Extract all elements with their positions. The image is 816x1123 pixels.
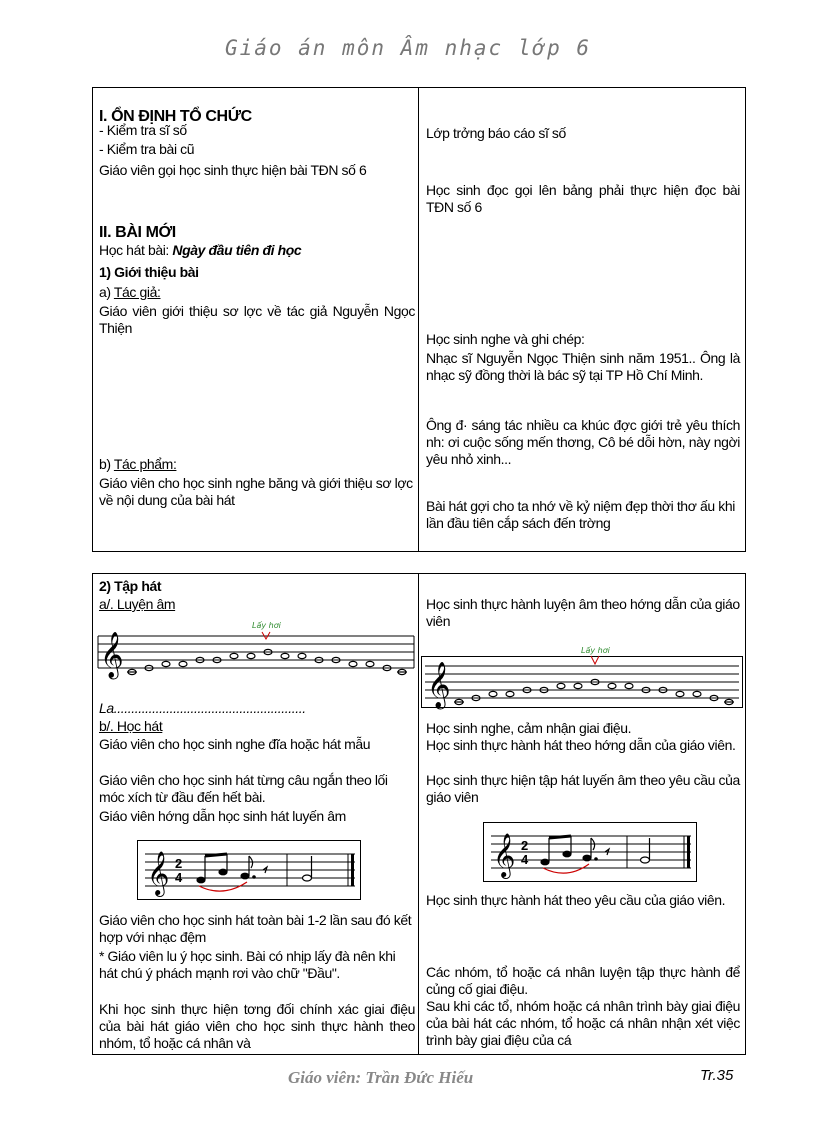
teacher-step-2: Giáo viên cho học sinh hát từng câu ngắn theo lối móc xích từ đầu đến hết bài. xyxy=(99,772,388,805)
warmup-notes xyxy=(127,649,407,674)
section-2-title: II. BÀI MỚI xyxy=(99,224,176,241)
song-prefix: Học hát bài: xyxy=(99,242,173,258)
work-label: Tác phẩm: xyxy=(113,456,177,472)
bio-text: Nhạc sĩ Nguyễn Ngọc Thiện sinh năm 1951.. Ông là nhạc sỹ đồng thời là bác sỹ tại TP Hồ Chí Minh. xyxy=(426,350,740,383)
breath-mark-label: Lấy hơi xyxy=(252,621,281,630)
song-meaning-text: Bài hát gợi cho ta nhớ về kỷ niệm đẹp thời thơ ấu khi lần đầu tiên cắp sách đến trờng xyxy=(426,498,735,531)
footer-page-number: Tr.35 xyxy=(700,1067,734,1084)
legato-staff-left xyxy=(137,840,361,900)
section-1-title: I. ỔN ĐỊNH TỔ CHỨC xyxy=(99,108,252,125)
treble-clef-icon: 𝄞 xyxy=(493,833,516,877)
works-text: Ông đ· sáng tác nhiều ca khúc đợc giới trẻ yêu thích nh: ơi cuộc sống mến thơng, Cô bé dỗi hờn, này ngời yêu nhỏ xinh... xyxy=(426,417,740,467)
author-prefix: a) xyxy=(99,284,114,300)
warmup-label: a/. Luyện âm xyxy=(99,596,176,612)
author-text: Giáo viên giới thiệu sơ lợc về tác giả Nguyễn Ngọc Thiện xyxy=(99,303,415,336)
intro-title: 1) Giới thiệu bài xyxy=(99,264,199,280)
time-signature-bottom: 4 xyxy=(175,870,183,885)
lesson-table-2 xyxy=(92,573,746,1055)
author-heading xyxy=(99,284,415,301)
author-label: Tác giả: xyxy=(113,284,161,300)
student-step-7: Sau khi các tổ, nhóm hoặc cá nhân trình bày giai điệu của bài hát các nhóm, tổ hoặc cá nhân nhận xét việc trình bày giai điệu của cá xyxy=(426,998,740,1048)
la-line: La....................................................... xyxy=(99,700,306,716)
teacher-column xyxy=(93,88,419,551)
report-text: Lớp trởng báo cáo sĩ số xyxy=(426,125,566,141)
breath-mark-label: Lấy hơi xyxy=(581,646,610,655)
treble-clef-icon: 𝄞 xyxy=(147,851,170,895)
work-prefix: b) xyxy=(99,456,114,472)
teacher-step-4: Giáo viên cho học sinh hát toàn bài 1-2 lần sau đó kết hợp với nhạc đệm xyxy=(99,912,412,945)
footer-teacher-name: Giáo viên: Trần Đức Hiếu xyxy=(288,1068,474,1087)
teacher-step-1: Giáo viên cho học sinh nghe đĩa hoặc hát mẫu xyxy=(99,736,371,752)
student-step-3: Học sinh thực hành hát theo hớng dẫn của giáo viên. xyxy=(426,737,736,753)
song-line xyxy=(99,242,415,259)
warmup-staff-left xyxy=(96,618,416,684)
time-signature-top: 2 xyxy=(175,856,183,871)
time-signature-top: 2 xyxy=(521,838,529,853)
learn-label: b/. Học hát xyxy=(99,718,163,734)
work-text: Giáo viên cho học sinh nghe băng và giới thiệu sơ lợc về nội dung của bài hát xyxy=(99,475,413,508)
student-step-6: Các nhóm, tổ hoặc cá nhân luyện tập thực hành để củng cố giai điệu. xyxy=(426,964,740,997)
listen-text: Học sinh nghe và ghi chép: xyxy=(426,331,585,347)
teacher-step-5: Khi học sinh thực hiện tơng đối chính xác giai điệu của bài hát giáo viên cho học sinh thực hành theo nhóm, tổ hoặc cá nhân và xyxy=(99,1001,415,1051)
teacher-column xyxy=(93,574,419,1054)
check-attendance: - Kiểm tra sĩ số xyxy=(99,122,187,138)
work-heading xyxy=(99,456,415,473)
practice-title: 2) Tập hát xyxy=(99,578,162,594)
review-text: Giáo viên gọi học sinh thực hiện bài TĐN số 6 xyxy=(99,162,367,178)
lesson-table-1 xyxy=(92,87,746,552)
student-step-1: Học sinh thực hành luyện âm theo hớng dẫn của giáo viên xyxy=(426,596,740,629)
treble-clef-icon: 𝄞 xyxy=(427,662,451,708)
check-homework: - Kiểm tra bài cũ xyxy=(99,141,195,157)
student-step-4: Học sinh thực hiện tập hát luyến âm theo yêu cầu của giáo viên xyxy=(426,772,740,805)
song-name: Ngày đầu tiên đi học xyxy=(172,242,302,258)
treble-clef-icon: 𝄞 xyxy=(100,632,124,678)
student-column xyxy=(419,574,745,1054)
perform-text: Học sinh đọc gọi lên bảng phải thực hiện đọc bài TĐN số 6 xyxy=(426,182,740,215)
student-step-5: Học sinh thực hành hát theo yêu cầu của giáo viên. xyxy=(426,892,726,908)
student-step-2: Học sinh nghe, cảm nhận giai điệu. xyxy=(426,720,632,736)
teacher-note: * Giáo viên lu ý học sinh. Bài có nhịp lấy đà nên khi hát chú ý phách mạnh rơi vào chữ "Đầu". xyxy=(99,948,396,981)
teacher-step-3: Giáo viên hớng dẫn học sinh hát luyến âm xyxy=(99,808,346,824)
page-header-title: Giáo án môn Âm nhạc lớp 6 xyxy=(224,36,592,60)
student-column xyxy=(419,88,745,551)
legato-staff-right xyxy=(483,822,697,882)
warmup-staff-right xyxy=(421,644,743,710)
time-signature-bottom: 4 xyxy=(521,852,529,867)
